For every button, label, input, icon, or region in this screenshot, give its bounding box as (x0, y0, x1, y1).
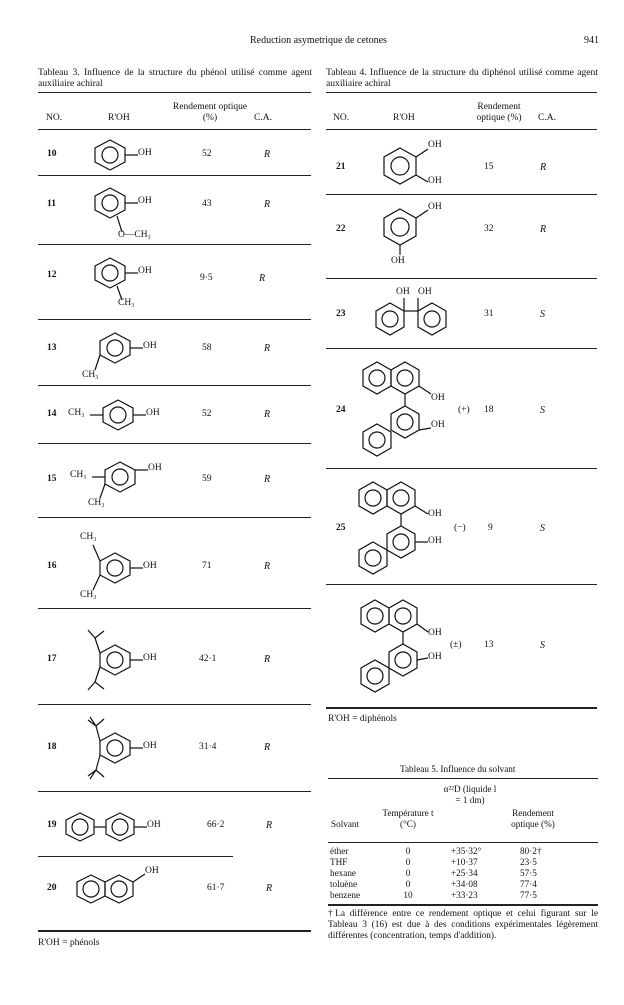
table5-header-rule (328, 842, 598, 843)
table3-col-roh: R'OH (108, 113, 130, 123)
table3-col-no: NO. (46, 113, 63, 123)
table3-row-11-ca: R (264, 199, 271, 210)
table5-row-temp: 0 (405, 879, 411, 889)
structure-24-oh-label: OH (431, 420, 445, 430)
structure-15-oh-label: OH (148, 463, 162, 473)
table4-row-22-ca: R (540, 224, 547, 235)
table3-row-15-no: 15 (47, 474, 57, 484)
structure-23-oh-label: OH (418, 287, 432, 297)
table3-row-20-no: 20 (47, 883, 57, 893)
table3-row-16-ca: R (264, 561, 271, 572)
table3-row-17-no: 17 (47, 654, 57, 664)
table5-temp-column (402, 846, 414, 901)
table5-col-solvent: Solvant (331, 819, 360, 829)
table3-row-15-ca: R (264, 474, 271, 485)
table3-row-10-yield: 52 (202, 149, 212, 159)
table5-col-temp: Température t (°C) (382, 808, 434, 829)
page-number: 941 (584, 35, 599, 46)
table3-row-14-yield: 52 (202, 409, 212, 419)
table4-row-21-yield: 15 (484, 162, 494, 172)
table3-row-19-ca: R (266, 820, 273, 831)
structure-16-ch3-label: CH₃ (80, 590, 97, 600)
table3-row-20-yield: 61·7 (207, 883, 225, 893)
table4-row-23-no: 23 (336, 309, 346, 319)
table5-footnote: †La différence entre ce rendement optique et celui figurant sur le Tableau 3 (16) est due à des conditions expérimentales légèrement différentes (concentration, temps d'addition). (328, 909, 598, 941)
table4-row-23-yield: 31 (484, 309, 494, 319)
table5-row-yield: 77·4 (520, 879, 537, 889)
table5-row-solvent: THF (330, 857, 348, 867)
table3-col-ca: C.A. (254, 113, 272, 123)
structure-10-oh-label: OH (138, 148, 152, 158)
table3-row-19-yield: 66·2 (207, 820, 225, 830)
structure-14-oh-label: OH (146, 408, 160, 418)
table4-row-25-yield: 9 (488, 523, 493, 533)
structure-21-oh-label: OH (428, 176, 442, 186)
structure-13-ch3-label: CH₃ (82, 370, 99, 380)
table5-row-solvent: toluène (330, 879, 358, 889)
structure-14-ch3-label: CH₃ (68, 408, 85, 418)
structure-19-oh-label: OH (147, 820, 161, 830)
table3-caption: Tableau 3. Influence de la structure du phénol utilisé comme agent auxiliaire achiral (38, 67, 312, 89)
structure-22-oh-label: OH (428, 202, 442, 212)
table3-row-18-no: 18 (47, 742, 57, 752)
structure-racemic-oh-label: OH (428, 628, 442, 638)
table5-row-temp: 0 (405, 846, 411, 856)
structure-12-oh-label: OH (138, 266, 152, 276)
structure-13-oh-label: OH (143, 341, 157, 351)
table5-row-temp: 10 (403, 890, 413, 900)
table5-row-yield: 57·5 (520, 868, 537, 878)
table3-row-13-yield: 58 (202, 343, 212, 353)
table5-bottom-rule (328, 904, 598, 906)
table5-row-alpha: +25·34 (451, 868, 478, 878)
table4-row-23-ca: S (540, 309, 545, 320)
table4-row-24-yield: 18 (484, 405, 494, 415)
structure-18-oh-label: OH (143, 741, 157, 751)
table4-col-yield: Rendement optique (%) (476, 102, 522, 123)
structure-25-oh-label: OH (428, 509, 442, 519)
structure-20-oh-label: OH (145, 866, 159, 876)
table3-row-13-no: 13 (47, 343, 57, 353)
structure-17-oh-label: OH (143, 653, 157, 663)
table3-row-18-ca: R (264, 742, 271, 753)
table4-row-24-sign: (+) (458, 405, 470, 415)
table5-row-alpha: +35·32° (451, 846, 482, 856)
table3-row-11-no: 11 (47, 199, 56, 209)
table4-row-racemic-sign: (±) (450, 640, 462, 650)
table5-row-alpha: +34·08 (451, 879, 478, 889)
table3-row-13-ca: R (264, 343, 271, 354)
running-title: Reduction asymetrique de cetones (250, 35, 387, 46)
structure-22-oh-label: OH (391, 256, 405, 266)
table5-row-alpha: +10·37 (451, 857, 478, 867)
table3-footnote: R'OH = phénols (38, 938, 100, 948)
table4-col-no: NO. (333, 113, 350, 123)
table5-top-rule (328, 778, 598, 779)
table3-row-11-yield: 43 (202, 199, 212, 209)
structure-15-ch3-label: CH₃ (70, 470, 87, 480)
table5-solvent-column (330, 846, 360, 901)
table4-row-racemic-yield: 13 (484, 640, 494, 650)
structure-24-oh-label: OH (431, 393, 445, 403)
table5-row-solvent: éther (330, 846, 349, 856)
table5-row-temp: 0 (405, 857, 411, 867)
table3-row-20-ca: R (266, 883, 273, 894)
table3-row-16-no: 16 (47, 561, 57, 571)
table3-row-14-no: 14 (47, 409, 57, 419)
table3-row-14-ca: R (264, 409, 271, 420)
structure-15-ch3-label: CH₃ (88, 498, 105, 508)
table3-row-15-yield: 59 (202, 474, 212, 484)
table4-row-racemic-ca: S (540, 640, 545, 651)
table4-caption: Tableau 4. Influence de la structure du diphénol utilisé comme agent auxiliaire achiral (326, 67, 598, 89)
table5-row-yield: 23·5 (520, 857, 537, 867)
table5-yield-column (520, 846, 541, 901)
table4-row-25-ca: S (540, 523, 545, 534)
structure-racemic-oh-label: OH (428, 652, 442, 662)
table4-row-24-no: 24 (336, 405, 346, 415)
table4-row-22-yield: 32 (484, 224, 494, 234)
table4-row-22-no: 22 (336, 224, 346, 234)
table3-row-19-no: 19 (47, 820, 57, 830)
table3-col-yield: Rendement optique (%) (172, 102, 248, 123)
structure-11-och3-label: O—CH₃ (118, 230, 151, 240)
table4-col-ca: C.A. (538, 113, 556, 123)
table4-footnote: R'OH = diphénols (328, 714, 397, 724)
table3-row-10-ca: R (264, 149, 271, 160)
table3-row-12-ca: R (259, 273, 266, 284)
table3-row-17-yield: 42·1 (199, 654, 217, 664)
table3-row-12-yield: 9·5 (200, 273, 213, 283)
structure-11-oh-label: OH (138, 196, 152, 206)
structure-16-ch3-label: CH₃ (80, 532, 97, 542)
structure-12-ch3-label: CH₃ (118, 298, 135, 308)
table4-row-21-ca: R (540, 162, 547, 173)
table5-row-temp: 0 (405, 868, 411, 878)
table3-row-12-no: 12 (47, 270, 57, 280)
table4-row-21-no: 21 (336, 162, 346, 172)
table5-col-alpha: α²²D (liquide l = 1 dm) (443, 784, 497, 805)
table5-col-yield: Rendement optique (%) (511, 808, 555, 829)
table5-alpha-column (451, 846, 481, 901)
table3-row-18-yield: 31·4 (199, 742, 217, 752)
table4-col-roh: R'OH (393, 113, 415, 123)
table3-row-10-no: 10 (47, 149, 57, 159)
table5-caption: Tableau 5. Influence du solvant (400, 764, 516, 774)
table3-row-16-yield: 71 (202, 561, 212, 571)
table3-row-17-ca: R (264, 654, 271, 665)
table5-row-solvent: hexane (330, 868, 357, 878)
structure-16-oh-label: OH (143, 561, 157, 571)
table4-row-24-ca: S (540, 405, 545, 416)
table5-row-solvent: benzene (330, 890, 361, 900)
table5-row-yield: 80·2† (520, 846, 542, 856)
table4-row-25-no: 25 (336, 523, 346, 533)
table4-row-25-sign: (−) (454, 523, 466, 533)
table5-row-alpha: +33·23 (451, 890, 478, 900)
structure-25-oh-label: OH (428, 536, 442, 546)
table5-row-yield: 77·5 (520, 890, 537, 900)
structure-23-oh-label: OH (396, 287, 410, 297)
structure-21-oh-label: OH (428, 140, 442, 150)
